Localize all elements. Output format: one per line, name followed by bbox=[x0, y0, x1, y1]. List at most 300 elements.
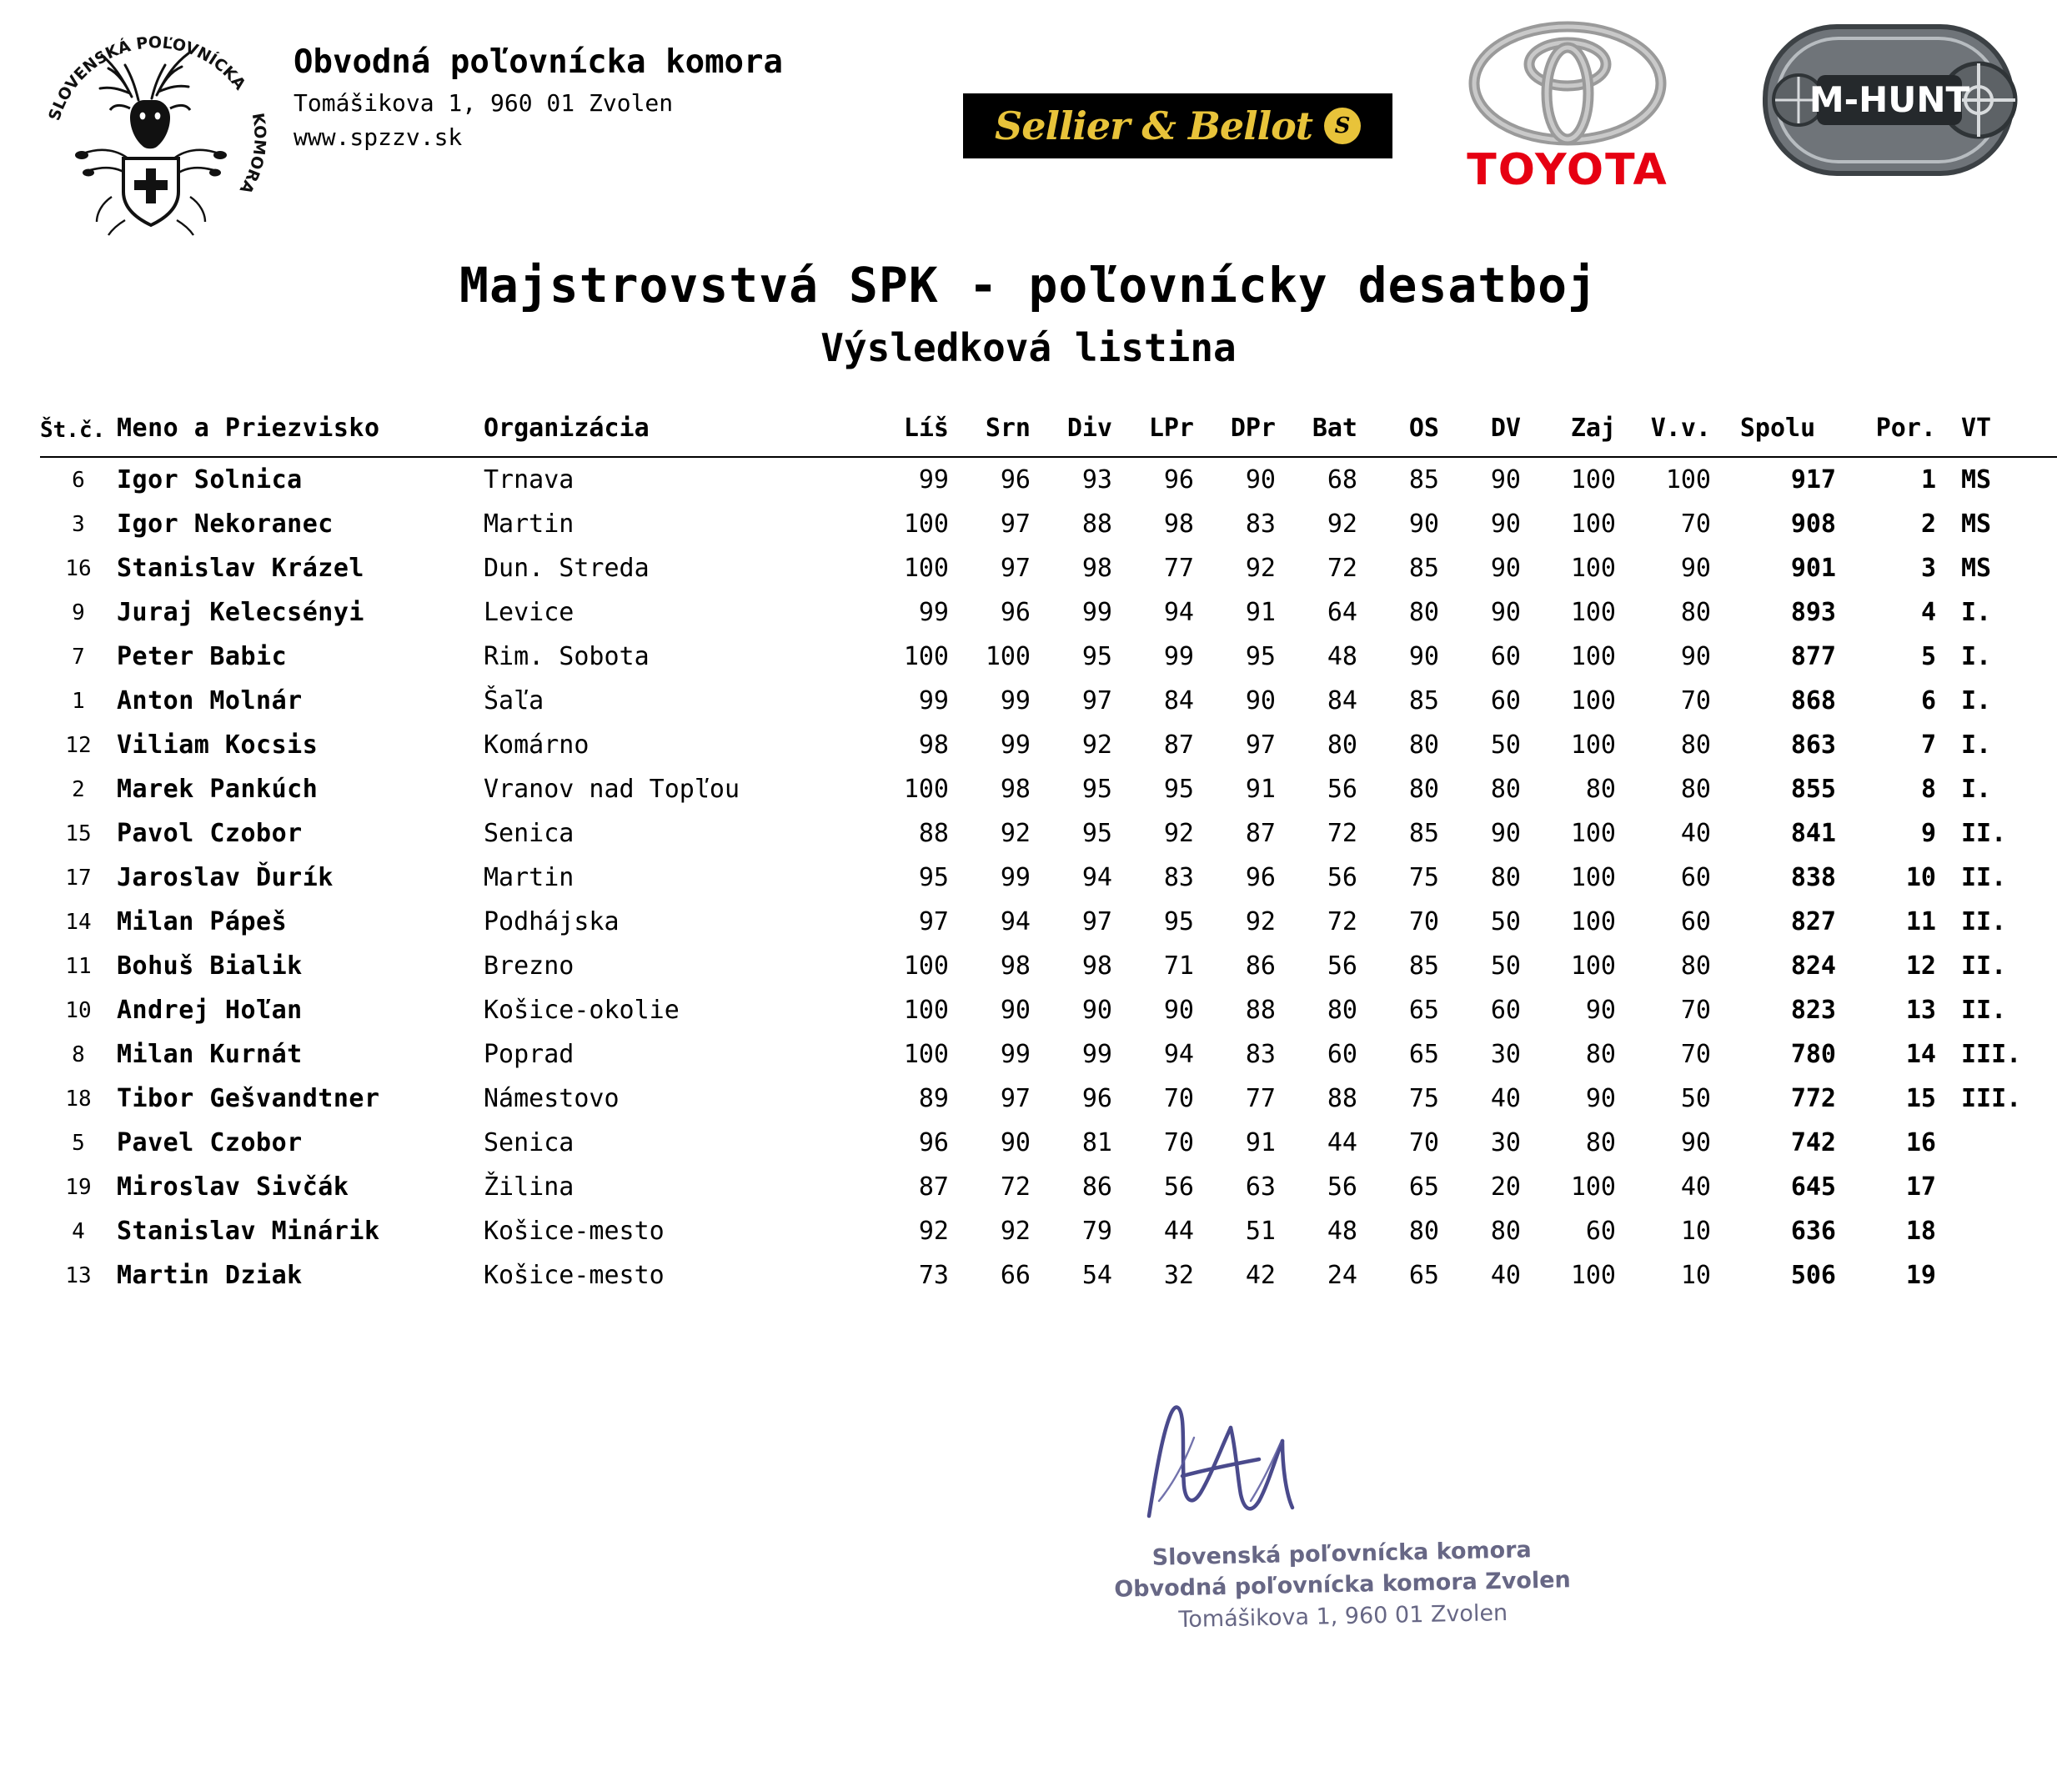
row-start-number: 6 bbox=[72, 467, 85, 493]
col-header-dv: DV bbox=[1490, 414, 1521, 443]
row-total: 841 bbox=[1790, 819, 1836, 848]
row-score-os: 85 bbox=[1408, 686, 1439, 715]
row-score-dpr: 96 bbox=[1245, 863, 1276, 892]
row-total: 901 bbox=[1790, 554, 1836, 583]
row-score-bat: 24 bbox=[1327, 1261, 1357, 1290]
col-header-start-number: Št.č. bbox=[40, 418, 106, 443]
table-row bbox=[40, 988, 2057, 1032]
row-score-vv: 100 bbox=[1665, 465, 1711, 494]
row-score-dpr: 51 bbox=[1245, 1217, 1276, 1246]
row-score-div: 95 bbox=[1081, 819, 1112, 848]
table-row bbox=[40, 1209, 2057, 1253]
row-score-lpr: 95 bbox=[1163, 907, 1194, 936]
row-total: 893 bbox=[1790, 598, 1836, 627]
row-name: Bohuš Bialik bbox=[117, 951, 303, 981]
row-score-bat: 64 bbox=[1327, 598, 1357, 627]
row-vt bbox=[1949, 1165, 2057, 1209]
row-score-div: 81 bbox=[1081, 1128, 1112, 1157]
row-start-number: 19 bbox=[65, 1174, 92, 1200]
row-score-lpr: 77 bbox=[1163, 554, 1194, 583]
row-name: Stanislav Krázel bbox=[117, 554, 364, 583]
row-score-srn: 66 bbox=[1000, 1261, 1031, 1290]
stamp-line-3: Tomášikova 1, 960 01 Zvolen bbox=[1178, 1599, 1508, 1633]
row-total: 838 bbox=[1790, 863, 1836, 892]
row-score-dpr: 90 bbox=[1245, 465, 1276, 494]
row-total: 506 bbox=[1790, 1261, 1836, 1290]
row-vt: II. bbox=[1961, 907, 2007, 936]
row-organization: Vranov nad Topľou bbox=[484, 775, 740, 804]
row-score-lpr: 99 bbox=[1163, 642, 1194, 671]
row-score-dpr: 63 bbox=[1245, 1172, 1276, 1202]
row-score-srn: 96 bbox=[1000, 598, 1031, 627]
row-score-vv: 90 bbox=[1680, 1128, 1711, 1157]
row-score-srn: 98 bbox=[1000, 951, 1031, 981]
row-score-vv: 60 bbox=[1680, 863, 1711, 892]
row-total: 827 bbox=[1790, 907, 1836, 936]
row-vt: I. bbox=[1961, 686, 1992, 715]
stamp-line-1: Slovenská poľovnícka komora bbox=[1151, 1537, 1533, 1571]
row-score-dv: 80 bbox=[1490, 775, 1521, 804]
svg-text:SLOVENSKÁ POĽOVNÍCKA: SLOVENSKÁ POĽOVNÍCKA bbox=[45, 33, 249, 123]
row-score-lis: 99 bbox=[918, 598, 949, 627]
col-header-organization: Organizácia bbox=[484, 414, 650, 443]
row-organization: Košice-mesto bbox=[484, 1217, 665, 1246]
row-score-dpr: 83 bbox=[1245, 1040, 1276, 1069]
col-header-os: OS bbox=[1408, 414, 1439, 443]
row-rank: 10 bbox=[1905, 863, 1936, 892]
row-vt: II. bbox=[1961, 996, 2007, 1025]
row-name: Anton Molnár bbox=[117, 686, 303, 715]
col-header-div: Div bbox=[1066, 414, 1112, 443]
row-organization: Komárno bbox=[484, 730, 590, 760]
row-start-number: 9 bbox=[72, 600, 85, 625]
table-row bbox=[40, 546, 2057, 590]
row-organization: Martin bbox=[484, 863, 574, 892]
table-row bbox=[40, 723, 2057, 767]
row-score-os: 80 bbox=[1408, 730, 1439, 760]
row-score-vv: 90 bbox=[1680, 642, 1711, 671]
row-vt bbox=[1949, 1121, 2057, 1165]
row-vt: II. bbox=[1961, 863, 2007, 892]
row-score-srn: 92 bbox=[1000, 819, 1031, 848]
row-score-os: 85 bbox=[1408, 465, 1439, 494]
row-score-div: 94 bbox=[1081, 863, 1112, 892]
row-score-div: 95 bbox=[1081, 775, 1112, 804]
row-vt: I. bbox=[1961, 775, 1992, 804]
row-rank: 1 bbox=[1920, 465, 1936, 494]
table-row bbox=[40, 856, 2057, 900]
row-score-lpr: 70 bbox=[1163, 1084, 1194, 1113]
row-score-lpr: 96 bbox=[1163, 465, 1194, 494]
row-name: Jaroslav Ďurík bbox=[117, 863, 334, 892]
row-score-srn: 100 bbox=[985, 642, 1031, 671]
row-score-lis: 92 bbox=[918, 1217, 949, 1246]
row-score-div: 99 bbox=[1081, 598, 1112, 627]
row-score-bat: 80 bbox=[1327, 996, 1357, 1025]
row-score-bat: 92 bbox=[1327, 509, 1357, 539]
row-total: 823 bbox=[1790, 996, 1836, 1025]
row-score-dv: 90 bbox=[1490, 509, 1521, 539]
col-header-zaj: Zaj bbox=[1570, 414, 1616, 443]
row-organization: Poprad bbox=[484, 1040, 574, 1069]
row-score-zaj: 100 bbox=[1570, 907, 1616, 936]
row-start-number: 10 bbox=[65, 997, 92, 1023]
row-start-number: 14 bbox=[65, 909, 92, 935]
page-title: Majstrovstvá SPK - poľovnícky desatboj bbox=[459, 257, 1598, 314]
row-name: Pavel Czobor bbox=[117, 1128, 303, 1157]
row-rank: 6 bbox=[1920, 686, 1936, 715]
row-score-os: 70 bbox=[1408, 1128, 1439, 1157]
row-score-dv: 90 bbox=[1490, 819, 1521, 848]
row-score-vv: 70 bbox=[1680, 996, 1711, 1025]
col-header-srn: Srn bbox=[985, 414, 1031, 443]
row-score-dpr: 91 bbox=[1245, 598, 1276, 627]
row-vt: I. bbox=[1961, 642, 1992, 671]
row-vt: II. bbox=[1961, 819, 2007, 848]
row-score-zaj: 100 bbox=[1570, 863, 1616, 892]
row-score-zaj: 100 bbox=[1570, 1261, 1616, 1290]
row-score-zaj: 60 bbox=[1585, 1217, 1616, 1246]
row-score-vv: 70 bbox=[1680, 1040, 1711, 1069]
table-row bbox=[40, 1253, 2057, 1298]
row-score-os: 75 bbox=[1408, 1084, 1439, 1113]
row-rank: 3 bbox=[1920, 554, 1936, 583]
row-score-lpr: 83 bbox=[1163, 863, 1194, 892]
row-score-dv: 40 bbox=[1490, 1084, 1521, 1113]
row-rank: 17 bbox=[1905, 1172, 1936, 1202]
row-score-lpr: 32 bbox=[1163, 1261, 1194, 1290]
row-score-lpr: 87 bbox=[1163, 730, 1194, 760]
row-score-dv: 20 bbox=[1490, 1172, 1521, 1202]
row-start-number: 1 bbox=[72, 688, 85, 714]
col-header-name: Meno a Priezvisko bbox=[117, 414, 380, 443]
row-score-bat: 80 bbox=[1327, 730, 1357, 760]
row-score-os: 65 bbox=[1408, 1261, 1439, 1290]
page-subtitle: Výsledková listina bbox=[820, 325, 1237, 370]
row-score-os: 65 bbox=[1408, 1172, 1439, 1202]
row-score-zaj: 90 bbox=[1585, 1084, 1616, 1113]
row-score-bat: 44 bbox=[1327, 1128, 1357, 1157]
row-organization: Šaľa bbox=[484, 686, 544, 715]
row-organization: Žilina bbox=[484, 1172, 574, 1202]
row-organization: Podhájska bbox=[484, 907, 620, 936]
row-score-dv: 50 bbox=[1490, 951, 1521, 981]
row-score-bat: 56 bbox=[1327, 951, 1357, 981]
stamp-line-2: Obvodná poľovnícka komora Zvolen bbox=[1113, 1567, 1572, 1603]
row-organization: Námestovo bbox=[484, 1084, 620, 1113]
row-vt: III. bbox=[1961, 1084, 2022, 1113]
row-score-zaj: 80 bbox=[1585, 775, 1616, 804]
row-rank: 19 bbox=[1905, 1261, 1936, 1290]
row-score-os: 65 bbox=[1408, 1040, 1439, 1069]
row-score-div: 97 bbox=[1081, 686, 1112, 715]
row-score-vv: 80 bbox=[1680, 598, 1711, 627]
row-score-dv: 60 bbox=[1490, 686, 1521, 715]
row-score-lis: 100 bbox=[903, 642, 949, 671]
row-score-lpr: 71 bbox=[1163, 951, 1194, 981]
table-row bbox=[40, 590, 2057, 635]
row-score-dv: 90 bbox=[1490, 465, 1521, 494]
row-organization: Košice-okolie bbox=[484, 996, 680, 1025]
table-row bbox=[40, 900, 2057, 944]
row-score-dpr: 77 bbox=[1245, 1084, 1276, 1113]
row-total: 772 bbox=[1790, 1084, 1836, 1113]
row-score-vv: 40 bbox=[1680, 819, 1711, 848]
row-score-lis: 100 bbox=[903, 951, 949, 981]
row-score-srn: 90 bbox=[1000, 1128, 1031, 1157]
row-score-lis: 100 bbox=[903, 996, 949, 1025]
row-score-bat: 48 bbox=[1327, 1217, 1357, 1246]
row-start-number: 7 bbox=[72, 644, 85, 670]
row-score-bat: 68 bbox=[1327, 465, 1357, 494]
row-score-srn: 72 bbox=[1000, 1172, 1031, 1202]
row-score-div: 95 bbox=[1081, 642, 1112, 671]
table-header-row bbox=[40, 414, 2057, 456]
row-score-dpr: 83 bbox=[1245, 509, 1276, 539]
row-organization: Dun. Streda bbox=[484, 554, 650, 583]
row-total: 780 bbox=[1790, 1040, 1836, 1069]
row-rank: 9 bbox=[1920, 819, 1936, 848]
table-row bbox=[40, 679, 2057, 723]
row-rank: 13 bbox=[1905, 996, 1936, 1025]
row-score-div: 93 bbox=[1081, 465, 1112, 494]
row-rank: 5 bbox=[1920, 642, 1936, 671]
row-rank: 8 bbox=[1920, 775, 1936, 804]
row-start-number: 15 bbox=[65, 821, 92, 846]
row-vt: MS bbox=[1961, 554, 1992, 583]
row-vt: I. bbox=[1961, 598, 1992, 627]
row-name: Juraj Kelecsényi bbox=[117, 598, 364, 627]
row-score-lis: 87 bbox=[918, 1172, 949, 1202]
row-organization: Rim. Sobota bbox=[484, 642, 650, 671]
row-score-dv: 30 bbox=[1490, 1128, 1521, 1157]
row-score-lpr: 98 bbox=[1163, 509, 1194, 539]
row-rank: 2 bbox=[1920, 509, 1936, 539]
row-score-lis: 98 bbox=[918, 730, 949, 760]
row-score-lis: 100 bbox=[903, 775, 949, 804]
table-row bbox=[40, 811, 2057, 856]
row-score-bat: 72 bbox=[1327, 819, 1357, 848]
row-score-vv: 10 bbox=[1680, 1261, 1711, 1290]
row-score-dv: 40 bbox=[1490, 1261, 1521, 1290]
stamp-text bbox=[1108, 1533, 1577, 1636]
row-score-dpr: 86 bbox=[1245, 951, 1276, 981]
row-score-dv: 30 bbox=[1490, 1040, 1521, 1069]
row-score-lpr: 92 bbox=[1163, 819, 1194, 848]
deer-crest-logo-icon bbox=[32, 7, 273, 248]
row-score-zaj: 100 bbox=[1570, 509, 1616, 539]
row-score-lis: 100 bbox=[903, 554, 949, 583]
table-row bbox=[40, 1032, 2057, 1077]
row-name: Igor Solnica bbox=[117, 465, 303, 494]
row-start-number: 13 bbox=[65, 1262, 92, 1288]
row-score-dpr: 91 bbox=[1245, 775, 1276, 804]
row-organization: Levice bbox=[484, 598, 574, 627]
row-score-bat: 56 bbox=[1327, 775, 1357, 804]
row-score-os: 80 bbox=[1408, 1217, 1439, 1246]
row-organization: Senica bbox=[484, 1128, 574, 1157]
row-score-srn: 99 bbox=[1000, 863, 1031, 892]
row-score-zaj: 100 bbox=[1570, 1172, 1616, 1202]
row-score-dpr: 95 bbox=[1245, 642, 1276, 671]
sellier-bellot-logo-icon bbox=[963, 93, 1392, 158]
row-score-lis: 88 bbox=[918, 819, 949, 848]
row-score-zaj: 80 bbox=[1585, 1040, 1616, 1069]
row-score-dpr: 92 bbox=[1245, 907, 1276, 936]
table-row bbox=[40, 635, 2057, 679]
toyota-emblem-icon bbox=[1467, 17, 1668, 150]
row-start-number: 2 bbox=[72, 776, 85, 802]
row-score-srn: 92 bbox=[1000, 1217, 1031, 1246]
row-score-dpr: 88 bbox=[1245, 996, 1276, 1025]
row-score-dv: 90 bbox=[1490, 598, 1521, 627]
row-score-srn: 96 bbox=[1000, 465, 1031, 494]
row-score-zaj: 100 bbox=[1570, 465, 1616, 494]
row-score-zaj: 90 bbox=[1585, 996, 1616, 1025]
row-score-div: 88 bbox=[1081, 509, 1112, 539]
row-score-dv: 80 bbox=[1490, 1217, 1521, 1246]
row-total: 824 bbox=[1790, 951, 1836, 981]
row-name: Pavol Czobor bbox=[117, 819, 303, 848]
row-score-div: 99 bbox=[1081, 1040, 1112, 1069]
row-score-os: 70 bbox=[1408, 907, 1439, 936]
row-rank: 14 bbox=[1905, 1040, 1936, 1069]
col-header-dpr: DPr bbox=[1230, 414, 1276, 443]
mhunt-logo-icon bbox=[1755, 15, 2022, 198]
handwritten-signature-icon bbox=[1134, 1376, 1484, 1543]
row-rank: 15 bbox=[1905, 1084, 1936, 1113]
row-start-number: 18 bbox=[65, 1086, 92, 1112]
row-rank: 4 bbox=[1920, 598, 1936, 627]
col-header-total: Spolu bbox=[1739, 414, 1816, 443]
row-total: 917 bbox=[1790, 465, 1836, 494]
organization-website: www.spzzv.sk bbox=[293, 123, 463, 151]
row-total: 645 bbox=[1790, 1172, 1836, 1202]
row-score-zaj: 100 bbox=[1570, 642, 1616, 671]
row-score-zaj: 100 bbox=[1570, 686, 1616, 715]
row-organization: Senica bbox=[484, 819, 574, 848]
table-row bbox=[40, 1165, 2057, 1209]
row-score-lis: 89 bbox=[918, 1084, 949, 1113]
row-score-lpr: 95 bbox=[1163, 775, 1194, 804]
row-score-dv: 60 bbox=[1490, 996, 1521, 1025]
row-score-lis: 99 bbox=[918, 465, 949, 494]
results-table bbox=[40, 414, 2057, 1298]
row-organization: Trnava bbox=[484, 465, 574, 494]
row-name: Miroslav Sivčák bbox=[117, 1172, 349, 1202]
row-vt: I. bbox=[1961, 730, 1992, 760]
col-header-vt: VT bbox=[1961, 414, 1992, 443]
row-name: Peter Babic bbox=[117, 642, 288, 671]
row-score-srn: 90 bbox=[1000, 996, 1031, 1025]
row-score-bat: 56 bbox=[1327, 863, 1357, 892]
row-score-dv: 90 bbox=[1490, 554, 1521, 583]
row-organization: Košice-mesto bbox=[484, 1261, 665, 1290]
table-row bbox=[40, 767, 2057, 811]
row-score-lpr: 84 bbox=[1163, 686, 1194, 715]
row-score-bat: 88 bbox=[1327, 1084, 1357, 1113]
row-score-bat: 84 bbox=[1327, 686, 1357, 715]
row-score-dpr: 87 bbox=[1245, 819, 1276, 848]
col-header-lpr: LPr bbox=[1148, 414, 1194, 443]
document-header bbox=[0, 0, 2057, 250]
row-score-os: 85 bbox=[1408, 554, 1439, 583]
row-total: 636 bbox=[1790, 1217, 1836, 1246]
row-score-div: 92 bbox=[1081, 730, 1112, 760]
organization-name: Obvodná poľovnícka komora bbox=[293, 43, 783, 81]
row-score-vv: 40 bbox=[1680, 1172, 1711, 1202]
svg-text:KOMORA: KOMORA bbox=[235, 111, 269, 197]
row-vt: II. bbox=[1961, 951, 2007, 981]
row-score-lpr: 94 bbox=[1163, 598, 1194, 627]
row-name: Tibor Gešvandtner bbox=[117, 1084, 380, 1113]
row-score-div: 79 bbox=[1081, 1217, 1112, 1246]
row-score-lis: 95 bbox=[918, 863, 949, 892]
table-row bbox=[40, 502, 2057, 546]
row-vt: MS bbox=[1961, 465, 1992, 494]
row-score-div: 97 bbox=[1081, 907, 1112, 936]
row-name: Stanislav Minárik bbox=[117, 1217, 380, 1246]
row-name: Marek Pankúch bbox=[117, 775, 319, 804]
row-total: 877 bbox=[1790, 642, 1836, 671]
row-score-lis: 73 bbox=[918, 1261, 949, 1290]
row-score-lpr: 94 bbox=[1163, 1040, 1194, 1069]
row-name: Igor Nekoranec bbox=[117, 509, 334, 539]
row-score-dv: 50 bbox=[1490, 907, 1521, 936]
row-score-lpr: 90 bbox=[1163, 996, 1194, 1025]
row-score-bat: 60 bbox=[1327, 1040, 1357, 1069]
svg-text:M-HUNT: M-HUNT bbox=[1809, 79, 1970, 120]
row-organization: Martin bbox=[484, 509, 574, 539]
row-score-zaj: 100 bbox=[1570, 554, 1616, 583]
row-score-lpr: 70 bbox=[1163, 1128, 1194, 1157]
row-score-os: 80 bbox=[1408, 775, 1439, 804]
row-rank: 16 bbox=[1905, 1128, 1936, 1157]
row-score-srn: 99 bbox=[1000, 730, 1031, 760]
row-score-srn: 97 bbox=[1000, 554, 1031, 583]
row-score-bat: 72 bbox=[1327, 554, 1357, 583]
row-score-div: 54 bbox=[1081, 1261, 1112, 1290]
row-rank: 7 bbox=[1920, 730, 1936, 760]
col-header-lis: Líš bbox=[903, 414, 949, 443]
row-start-number: 8 bbox=[72, 1042, 85, 1067]
row-score-dpr: 97 bbox=[1245, 730, 1276, 760]
row-score-dpr: 42 bbox=[1245, 1261, 1276, 1290]
row-name: Milan Pápeš bbox=[117, 907, 288, 936]
row-score-vv: 10 bbox=[1680, 1217, 1711, 1246]
row-score-div: 86 bbox=[1081, 1172, 1112, 1202]
row-score-dpr: 92 bbox=[1245, 554, 1276, 583]
row-score-vv: 50 bbox=[1680, 1084, 1711, 1113]
toyota-wordmark: TOYOTA bbox=[1467, 145, 1668, 195]
row-score-srn: 99 bbox=[1000, 686, 1031, 715]
row-score-lis: 96 bbox=[918, 1128, 949, 1157]
row-score-bat: 72 bbox=[1327, 907, 1357, 936]
stamp-and-signature bbox=[1109, 1376, 1576, 1651]
row-score-dpr: 90 bbox=[1245, 686, 1276, 715]
row-name: Milan Kurnát bbox=[117, 1040, 303, 1069]
row-score-srn: 99 bbox=[1000, 1040, 1031, 1069]
row-score-zaj: 100 bbox=[1570, 730, 1616, 760]
row-score-lpr: 44 bbox=[1163, 1217, 1194, 1246]
row-rank: 12 bbox=[1905, 951, 1936, 981]
row-score-lis: 99 bbox=[918, 686, 949, 715]
row-vt: III. bbox=[1961, 1040, 2022, 1069]
row-score-os: 80 bbox=[1408, 598, 1439, 627]
row-total: 908 bbox=[1790, 509, 1836, 539]
table-row bbox=[40, 457, 2057, 502]
row-total: 868 bbox=[1790, 686, 1836, 715]
